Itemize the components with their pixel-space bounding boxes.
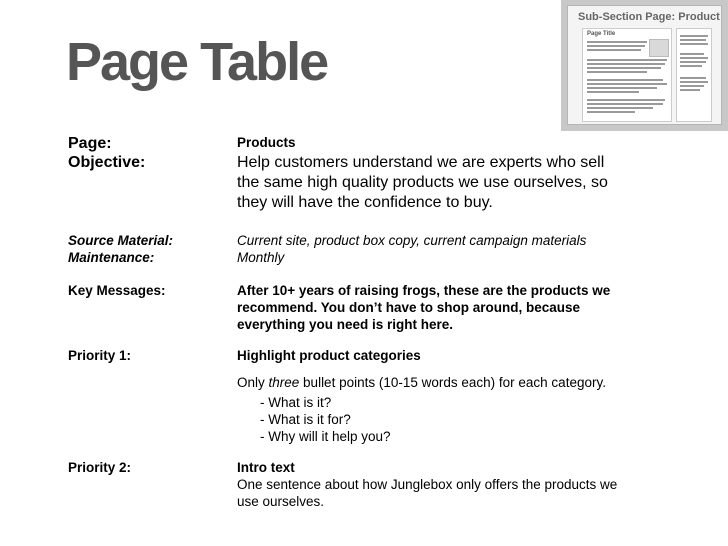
page-title: Page Table (66, 32, 328, 92)
thumbnail-page-title: Page Title (587, 31, 616, 37)
thumbnail-text-line (587, 71, 647, 73)
thumbnail-text-line (587, 59, 667, 61)
thumbnail-text-line (680, 53, 704, 55)
bullet-item: - Why will it help you? (260, 429, 391, 444)
thumbnail-title: Sub-Section Page: Product (578, 11, 720, 23)
thumbnail-text-line (587, 87, 657, 89)
thumbnail-text-line (680, 89, 700, 91)
thumbnail-text-line (587, 63, 665, 65)
objective-label: Objective: (68, 154, 146, 171)
thumbnail-text-line (587, 91, 639, 93)
objective-value (237, 153, 608, 213)
key-message-line: everything you need is right here. (237, 317, 454, 332)
maintenance-label: Maintenance: (68, 250, 155, 265)
thumbnail-text-line (680, 85, 704, 87)
thumbnail-text-line (680, 57, 708, 59)
priority-1-note-emphasis: three (268, 375, 300, 390)
key-messages-value (237, 282, 610, 333)
key-messages-label: Key Messages: (68, 283, 166, 298)
objective-line: they will have the confidence to buy. (237, 194, 493, 211)
source-material-label: Source Material: (68, 233, 174, 248)
key-message-line: recommend. You don’t have to shop around, because (237, 300, 581, 315)
objective-line: the same high quality products we use ourselves, so (237, 174, 608, 191)
thumbnail-text-line (587, 67, 661, 69)
thumbnail-page-mock (582, 28, 672, 122)
priority-2-heading: Intro text (237, 460, 295, 475)
priority-2-text (237, 476, 617, 510)
thumbnail-text-line (680, 39, 706, 41)
thumbnail-text-line (587, 107, 653, 109)
bullet-item: - What is it? (260, 395, 332, 410)
bullet-item: - What is it for? (260, 412, 351, 427)
thumbnail-text-line (587, 103, 663, 105)
thumbnail-text-line (587, 41, 647, 43)
thumbnail-text-line (587, 49, 641, 51)
page-label: Page: (68, 135, 112, 152)
thumbnail-frame (567, 5, 722, 125)
thumbnail-text-line (587, 99, 665, 101)
maintenance-value: Monthly (237, 250, 285, 265)
thumbnail-text-line (680, 77, 706, 79)
thumbnail-text-line (680, 81, 708, 83)
thumbnail-text-line (587, 111, 635, 113)
priority-1-label: Priority 1: (68, 348, 132, 363)
priority-2-line: use ourselves. (237, 494, 325, 509)
priority-1-note (237, 374, 606, 391)
objective-line: Help customers understand we are experts who sell (237, 154, 605, 171)
thumbnail-text-line (680, 35, 708, 37)
thumbnail-text-line (680, 65, 702, 67)
thumbnail-text-line (680, 61, 706, 63)
thumbnail-text-line (587, 83, 667, 85)
page-value: Products (237, 135, 296, 150)
page-thumbnail (561, 0, 728, 131)
thumbnail-text-line (587, 45, 645, 47)
priority-2-line: One sentence about how Junglebox only offers the products we (237, 477, 618, 492)
thumbnail-text-line (680, 43, 708, 45)
thumbnail-sidebar-mock (676, 28, 712, 122)
priority-1-note-post: bullet points (10-15 words each) for each category. (299, 375, 606, 390)
priority-1-note-pre: Only (237, 375, 269, 390)
priority-2-label: Priority 2: (68, 460, 132, 475)
source-material-value: Current site, product box copy, current campaign materials (237, 233, 587, 248)
thumbnail-text-line (587, 79, 663, 81)
thumbnail-image-placeholder (649, 39, 669, 57)
priority-1-heading: Highlight product categories (237, 348, 421, 363)
key-message-line: After 10+ years of raising frogs, these are the products we (237, 283, 611, 298)
priority-1-bullets (260, 394, 391, 445)
